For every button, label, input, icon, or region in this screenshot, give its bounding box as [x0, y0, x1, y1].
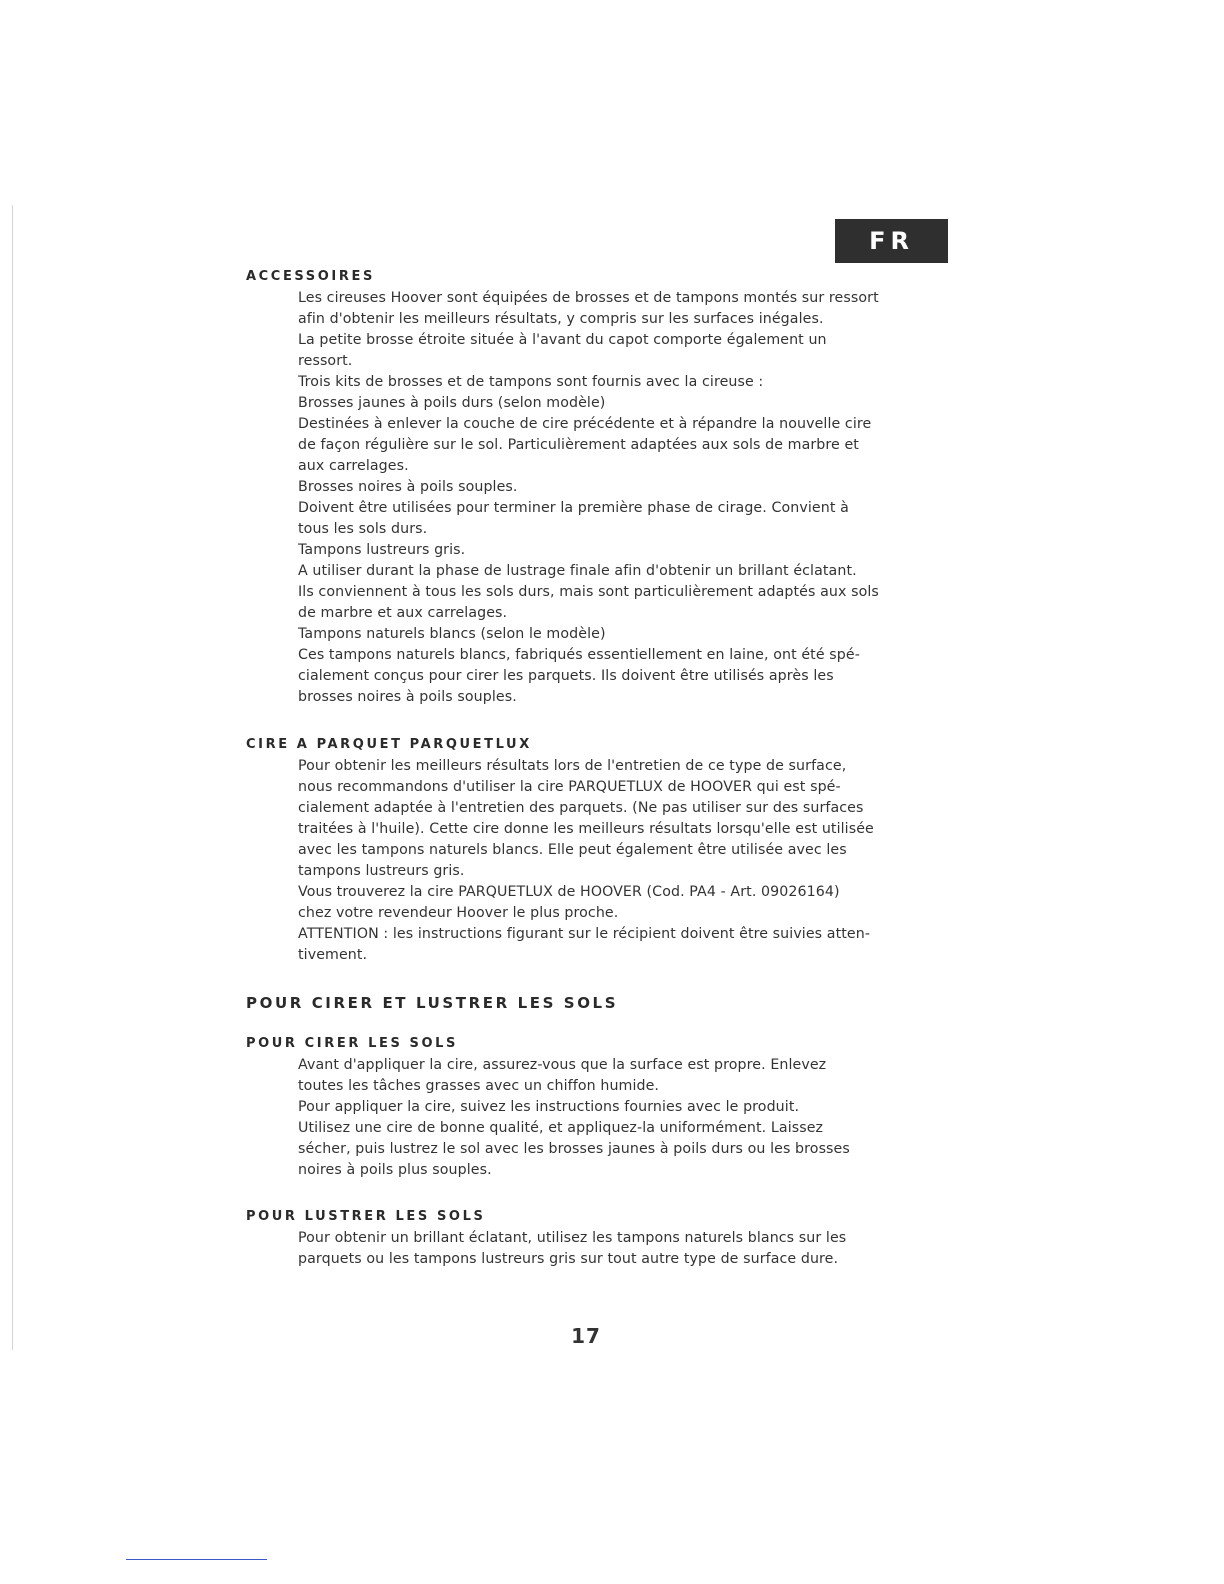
text-line: Doivent être utilisées pour terminer la première phase de cirage. Convient à [298, 500, 849, 516]
text-line: sécher, puis lustrez le sol avec les brosses jaunes à poils durs ou les brosses [298, 1141, 850, 1157]
section-body-lustrer [298, 1228, 958, 1270]
text-line: ATTENTION : les instructions figurant sur le récipient doivent être suivies atten- [298, 926, 871, 942]
text-line: tivement. [298, 947, 368, 963]
text-line: toutes les tâches grasses avec un chiffon humide. [298, 1078, 660, 1094]
spacer [246, 1181, 958, 1206]
text-line: avec les tampons naturels blancs. Elle peut également être utilisée avec les [298, 842, 847, 858]
text-line: Ils conviennent à tous les sols durs, mais sont particulièrement adaptés aux sols [298, 584, 879, 600]
spacer [246, 708, 958, 734]
text-line: parquets ou les tampons lustreurs gris sur tout autre type de surface dure. [298, 1251, 839, 1267]
main-section-title: POUR CIRER ET LUSTRER LES SOLS [246, 994, 619, 1012]
text-line: Tampons naturels blancs (selon le modèle) [298, 626, 606, 642]
text-line: Brosses noires à poils souples. [298, 479, 518, 495]
text-line: Les cireuses Hoover sont équipées de brosses et de tampons montés sur ressort [298, 290, 879, 306]
text-line: La petite brosse étroite située à l'avant du capot comporte également un [298, 332, 827, 348]
text-line: cialement adaptée à l'entretien des parquets. (Ne pas utiliser sur des surfaces [298, 800, 864, 816]
text-line: afin d'obtenir les meilleurs résultats, y compris sur les surfaces inégales. [298, 311, 824, 327]
text-line: Trois kits de brosses et de tampons sont fournis avec la cireuse : [298, 374, 764, 390]
section-title-cirer: POUR CIRER LES SOLS [246, 1036, 458, 1051]
text-line: Ces tampons naturels blancs, fabriqués essentiellement en laine, ont été spé- [298, 647, 860, 663]
text-line: Vous trouverez la cire PARQUETLUX de HOOVER (Cod. PA4 - Art. 09026164) [298, 884, 840, 900]
text-line: nous recommandons d'utiliser la cire PARQUETLUX de HOOVER qui est spé- [298, 779, 841, 795]
text-line: Avant d'appliquer la cire, assurez-vous que la surface est propre. Enlevez [298, 1057, 827, 1073]
text-line: Pour obtenir un brillant éclatant, utilisez les tampons naturels blancs sur les [298, 1230, 847, 1246]
section-title-lustrer: POUR LUSTRER LES SOLS [246, 1209, 486, 1224]
page-content [246, 266, 958, 1270]
text-line: chez votre revendeur Hoover le plus proche. [298, 905, 619, 921]
text-line: de façon régulière sur le sol. Particulièrement adaptées aux sols de marbre et [298, 437, 859, 453]
section-title-accessoires: ACCESSOIRES [246, 269, 375, 284]
text-line: Utilisez une cire de bonne qualité, et appliquez-la uniformément. Laissez [298, 1120, 824, 1136]
text-line: ressort. [298, 353, 353, 369]
section-title-cire: CIRE A PARQUET PARQUETLUX [246, 737, 532, 752]
text-line: aux carrelages. [298, 458, 409, 474]
text-line: traitées à l'huile). Cette cire donne les meilleurs résultats lorsqu'elle est utilisée [298, 821, 874, 837]
text-line: Pour obtenir les meilleurs résultats lors de l'entretien de ce type de surface, [298, 758, 847, 774]
text-line: A utiliser durant la phase de lustrage finale afin d'obtenir un brillant éclatant. [298, 563, 857, 579]
section-body-cire [298, 756, 958, 966]
text-line: de marbre et aux carrelages. [298, 605, 508, 621]
text-line: Destinées à enlever la couche de cire précédente et à répandre la nouvelle cire [298, 416, 872, 432]
faint-header-text [258, 204, 558, 212]
language-badge: FR [835, 219, 948, 263]
text-line: Tampons lustreurs gris. [298, 542, 466, 558]
bottom-rule [126, 1559, 267, 1560]
text-line: tous les sols durs. [298, 521, 428, 537]
spacer [246, 966, 958, 991]
spacer [246, 1015, 958, 1033]
text-line: noires à poils plus souples. [298, 1162, 492, 1178]
text-line: brosses noires à poils souples. [298, 689, 517, 705]
section-body-accessoires [298, 288, 958, 708]
scan-left-edge [12, 205, 13, 1350]
text-line: cialement conçus pour cirer les parquets. Ils doivent être utilisés après les [298, 668, 834, 684]
text-line: tampons lustreurs gris. [298, 863, 465, 879]
text-line: Brosses jaunes à poils durs (selon modèle) [298, 395, 606, 411]
section-body-cirer [298, 1055, 958, 1181]
page-number: 17 [571, 1324, 601, 1348]
text-line: Pour appliquer la cire, suivez les instructions fournies avec le produit. [298, 1099, 800, 1115]
